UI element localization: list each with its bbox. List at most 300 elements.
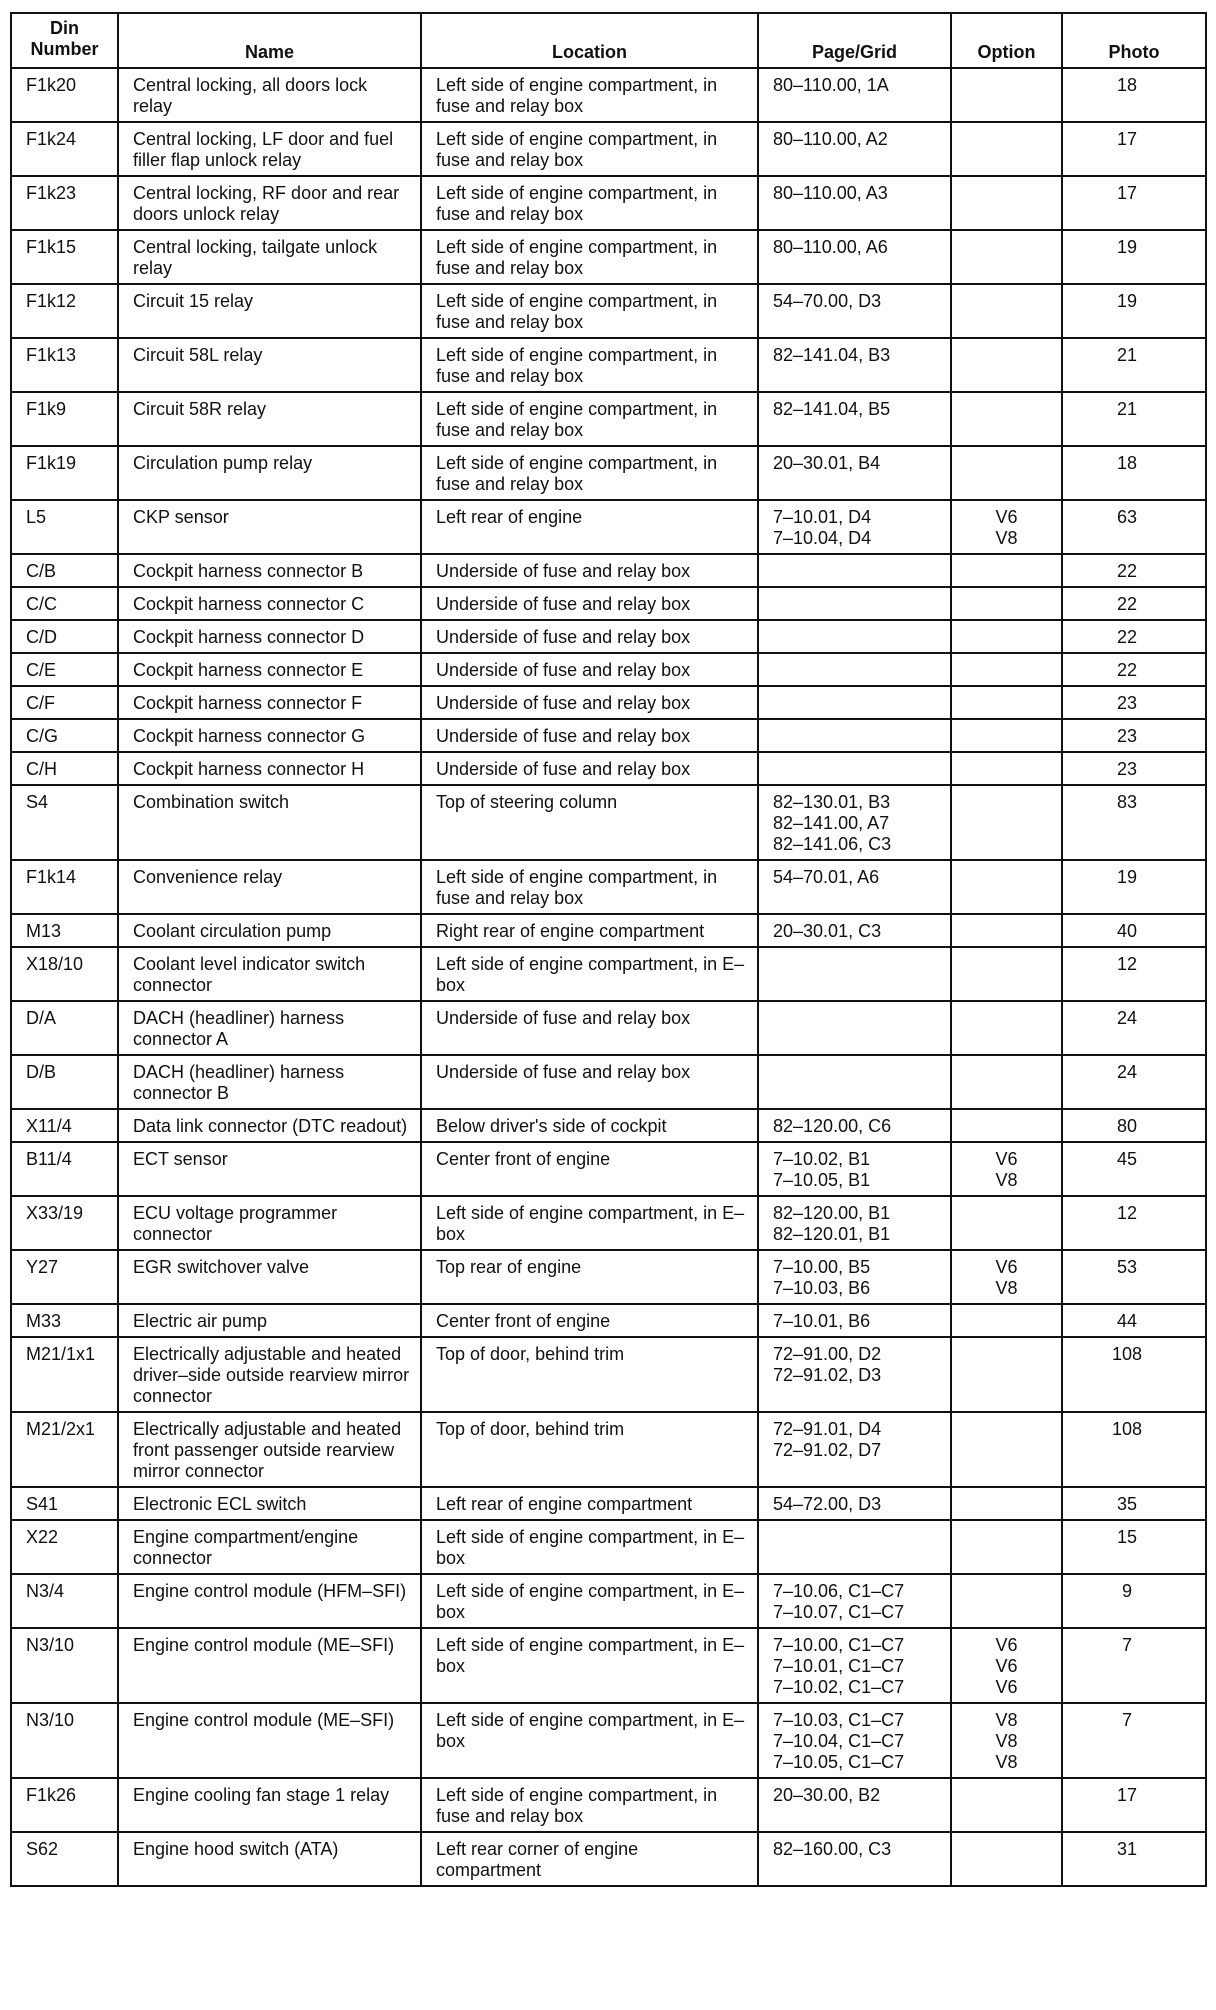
page-grid-ref: 80–110.00, 1A	[773, 75, 889, 95]
cell-name: Electric air pump	[118, 1304, 421, 1337]
cell-page-grid	[758, 1337, 951, 1412]
cell-location: Underside of fuse and relay box	[421, 1001, 758, 1055]
cell-page-grid	[758, 1832, 951, 1886]
cell-photo: 7	[1062, 1628, 1206, 1703]
cell-page-grid	[758, 1142, 951, 1196]
page-grid-ref: 7–10.02, B1	[773, 1149, 871, 1169]
cell-option	[951, 1778, 1062, 1832]
cell-din-number: S41	[11, 1487, 118, 1520]
cell-location: Underside of fuse and relay box	[421, 620, 758, 653]
cell-page-grid	[758, 176, 951, 230]
cell-page-grid	[758, 1304, 951, 1337]
table-row	[11, 1304, 1206, 1337]
page-grid-ref: 80–110.00, A2	[773, 129, 888, 149]
cell-name: Electrically adjustable and heated driver–side outside rearview mirror connector	[118, 1337, 421, 1412]
cell-location: Left side of engine compartment, in fuse and relay box	[421, 446, 758, 500]
page-grid-ref: 7–10.06, C1–C7	[773, 1581, 905, 1601]
cell-din-number: D/A	[11, 1001, 118, 1055]
cell-name: Engine hood switch (ATA)	[118, 1832, 421, 1886]
cell-name: Electronic ECL switch	[118, 1487, 421, 1520]
cell-option	[951, 446, 1062, 500]
cell-location: Left side of engine compartment, in fuse and relay box	[421, 176, 758, 230]
cell-page-grid	[758, 653, 951, 686]
cell-option	[951, 1055, 1062, 1109]
cell-name: Circuit 15 relay	[118, 284, 421, 338]
cell-location: Left side of engine compartment, in fuse and relay box	[421, 68, 758, 122]
cell-location: Left side of engine compartment, in E–box	[421, 1196, 758, 1250]
cell-page-grid	[758, 947, 951, 1001]
table-row	[11, 176, 1206, 230]
cell-photo: 83	[1062, 785, 1206, 860]
cell-din-number: F1k23	[11, 176, 118, 230]
table-row	[11, 392, 1206, 446]
cell-location: Right rear of engine compartment	[421, 914, 758, 947]
cell-din-number: C/C	[11, 587, 118, 620]
cell-page-grid	[758, 620, 951, 653]
cell-page-grid	[758, 1703, 951, 1778]
option-value: V6	[995, 1677, 1018, 1697]
cell-location: Left side of engine compartment, in fuse and relay box	[421, 122, 758, 176]
table-row	[11, 860, 1206, 914]
page-grid-ref: 72–91.00, D2	[773, 1344, 882, 1364]
header-name: Name	[118, 13, 421, 68]
page-grid-ref: 82–141.00, A7	[773, 813, 890, 833]
cell-photo: 19	[1062, 230, 1206, 284]
cell-name: Circuit 58L relay	[118, 338, 421, 392]
table-row	[11, 1412, 1206, 1487]
page-grid-ref: 7–10.02, C1–C7	[773, 1677, 905, 1697]
cell-photo: 22	[1062, 653, 1206, 686]
cell-page-grid	[758, 1412, 951, 1487]
cell-din-number: N3/4	[11, 1574, 118, 1628]
cell-page-grid	[758, 1055, 951, 1109]
cell-location: Top of door, behind trim	[421, 1337, 758, 1412]
cell-name: Central locking, LF door and fuel filler flap unlock relay	[118, 122, 421, 176]
cell-photo: 23	[1062, 719, 1206, 752]
page-grid-ref: 82–120.00, B1	[773, 1203, 891, 1223]
cell-photo: 44	[1062, 1304, 1206, 1337]
cell-din-number: F1k14	[11, 860, 118, 914]
page-grid-ref: 7–10.00, B5	[773, 1257, 871, 1277]
cell-name: DACH (headliner) harness connector B	[118, 1055, 421, 1109]
cell-din-number: L5	[11, 500, 118, 554]
table-row	[11, 1109, 1206, 1142]
header-option: Option	[951, 13, 1062, 68]
cell-page-grid	[758, 719, 951, 752]
cell-photo: 63	[1062, 500, 1206, 554]
cell-option	[951, 284, 1062, 338]
cell-photo: 19	[1062, 284, 1206, 338]
header-din-number: Din Number	[11, 13, 118, 68]
cell-photo: 31	[1062, 1832, 1206, 1886]
page-grid-ref: 7–10.03, B6	[773, 1278, 871, 1298]
cell-option	[951, 686, 1062, 719]
page-grid-ref: 7–10.01, B6	[773, 1311, 871, 1331]
cell-din-number: M13	[11, 914, 118, 947]
cell-photo: 53	[1062, 1250, 1206, 1304]
cell-photo: 40	[1062, 914, 1206, 947]
table-row	[11, 947, 1206, 1001]
cell-location: Center front of engine	[421, 1304, 758, 1337]
cell-photo: 80	[1062, 1109, 1206, 1142]
table-row	[11, 554, 1206, 587]
cell-option	[951, 860, 1062, 914]
cell-photo: 17	[1062, 176, 1206, 230]
cell-din-number: S62	[11, 1832, 118, 1886]
page-grid-ref: 82–160.00, C3	[773, 1839, 892, 1859]
cell-din-number: F1k12	[11, 284, 118, 338]
table-row	[11, 719, 1206, 752]
cell-name: EGR switchover valve	[118, 1250, 421, 1304]
cell-din-number: N3/10	[11, 1703, 118, 1778]
cell-din-number: F1k9	[11, 392, 118, 446]
cell-option	[951, 752, 1062, 785]
cell-name: Circulation pump relay	[118, 446, 421, 500]
table-row	[11, 230, 1206, 284]
cell-location: Underside of fuse and relay box	[421, 653, 758, 686]
cell-photo: 21	[1062, 392, 1206, 446]
option-value: V8	[995, 1170, 1018, 1190]
cell-din-number: C/F	[11, 686, 118, 719]
cell-page-grid	[758, 338, 951, 392]
cell-photo: 24	[1062, 1055, 1206, 1109]
cell-option	[951, 122, 1062, 176]
cell-page-grid	[758, 860, 951, 914]
cell-name: Coolant circulation pump	[118, 914, 421, 947]
cell-photo: 24	[1062, 1001, 1206, 1055]
page-grid-ref: 7–10.00, C1–C7	[773, 1635, 905, 1655]
cell-name: Cockpit harness connector H	[118, 752, 421, 785]
cell-page-grid	[758, 1487, 951, 1520]
option-value: V6	[995, 507, 1018, 527]
cell-photo: 108	[1062, 1337, 1206, 1412]
table-row	[11, 1055, 1206, 1109]
page-grid-ref: 7–10.05, B1	[773, 1170, 871, 1190]
table-row	[11, 338, 1206, 392]
cell-name: DACH (headliner) harness connector A	[118, 1001, 421, 1055]
cell-din-number: F1k20	[11, 68, 118, 122]
cell-photo: 22	[1062, 620, 1206, 653]
option-value: V6	[995, 1257, 1018, 1277]
cell-page-grid	[758, 785, 951, 860]
table-row	[11, 122, 1206, 176]
cell-photo: 17	[1062, 1778, 1206, 1832]
cell-page-grid	[758, 554, 951, 587]
table-row	[11, 446, 1206, 500]
cell-din-number: B11/4	[11, 1142, 118, 1196]
page-grid-ref: 82–141.04, B5	[773, 399, 891, 419]
cell-location: Center front of engine	[421, 1142, 758, 1196]
cell-din-number: X22	[11, 1520, 118, 1574]
option-value: V6	[995, 1656, 1018, 1676]
table-row	[11, 1778, 1206, 1832]
page-grid-ref: 72–91.01, D4	[773, 1419, 882, 1439]
table-row	[11, 1487, 1206, 1520]
table-row	[11, 653, 1206, 686]
cell-name: Engine compartment/engine connector	[118, 1520, 421, 1574]
cell-option	[951, 1412, 1062, 1487]
cell-option	[951, 914, 1062, 947]
cell-din-number: M21/1x1	[11, 1337, 118, 1412]
cell-name: Engine control module (ME–SFI)	[118, 1628, 421, 1703]
cell-page-grid	[758, 1778, 951, 1832]
cell-name: Central locking, RF door and rear doors unlock relay	[118, 176, 421, 230]
cell-din-number: Y27	[11, 1250, 118, 1304]
cell-din-number: M21/2x1	[11, 1412, 118, 1487]
cell-name: Engine control module (ME–SFI)	[118, 1703, 421, 1778]
cell-option	[951, 653, 1062, 686]
option-value: V8	[995, 1752, 1018, 1772]
cell-location: Left side of engine compartment, in fuse and relay box	[421, 338, 758, 392]
page-grid-ref: 82–141.04, B3	[773, 345, 891, 365]
table-row	[11, 1196, 1206, 1250]
cell-name: ECU voltage programmer connector	[118, 1196, 421, 1250]
cell-location: Left side of engine compartment, in fuse and relay box	[421, 860, 758, 914]
option-value: V8	[995, 528, 1018, 548]
page-grid-ref: 54–72.00, D3	[773, 1494, 882, 1514]
cell-photo: 19	[1062, 860, 1206, 914]
header-photo: Photo	[1062, 13, 1206, 68]
cell-page-grid	[758, 752, 951, 785]
cell-name: Cockpit harness connector G	[118, 719, 421, 752]
cell-name: Coolant level indicator switch connector	[118, 947, 421, 1001]
cell-din-number: F1k24	[11, 122, 118, 176]
cell-page-grid	[758, 392, 951, 446]
page-grid-ref: 7–10.03, C1–C7	[773, 1710, 905, 1730]
table-row	[11, 752, 1206, 785]
cell-page-grid	[758, 122, 951, 176]
cell-option	[951, 1337, 1062, 1412]
cell-din-number: F1k19	[11, 446, 118, 500]
cell-location: Underside of fuse and relay box	[421, 587, 758, 620]
page-grid-ref: 7–10.01, D4	[773, 507, 872, 527]
page-grid-ref: 7–10.04, D4	[773, 528, 872, 548]
cell-din-number: C/E	[11, 653, 118, 686]
option-value: V8	[995, 1731, 1018, 1751]
cell-photo: 23	[1062, 752, 1206, 785]
cell-name: Electrically adjustable and heated front passenger outside rearview mirror connector	[118, 1412, 421, 1487]
page-grid-ref: 82–141.06, C3	[773, 834, 892, 854]
table-row	[11, 284, 1206, 338]
cell-option	[951, 176, 1062, 230]
cell-option	[951, 1304, 1062, 1337]
cell-option	[951, 1520, 1062, 1574]
cell-din-number: F1k26	[11, 1778, 118, 1832]
cell-page-grid	[758, 446, 951, 500]
cell-option	[951, 230, 1062, 284]
cell-option	[951, 554, 1062, 587]
document-page	[10, 12, 1205, 1887]
cell-option	[951, 587, 1062, 620]
cell-din-number: C/D	[11, 620, 118, 653]
cell-page-grid	[758, 1628, 951, 1703]
table-row	[11, 686, 1206, 719]
cell-din-number: F1k15	[11, 230, 118, 284]
page-grid-ref: 72–91.02, D7	[773, 1440, 882, 1460]
cell-name: Engine cooling fan stage 1 relay	[118, 1778, 421, 1832]
cell-photo: 21	[1062, 338, 1206, 392]
cell-location: Below driver's side of cockpit	[421, 1109, 758, 1142]
cell-location: Left side of engine compartment, in fuse and relay box	[421, 1778, 758, 1832]
cell-page-grid	[758, 587, 951, 620]
page-grid-ref: 80–110.00, A6	[773, 237, 888, 257]
table-row	[11, 1250, 1206, 1304]
table-row	[11, 1832, 1206, 1886]
page-grid-ref: 7–10.04, C1–C7	[773, 1731, 905, 1751]
table-row	[11, 1142, 1206, 1196]
cell-photo: 35	[1062, 1487, 1206, 1520]
option-value: V8	[995, 1710, 1018, 1730]
cell-photo: 18	[1062, 446, 1206, 500]
page-grid-ref: 80–110.00, A3	[773, 183, 888, 203]
cell-photo: 7	[1062, 1703, 1206, 1778]
page-grid-ref: 20–30.01, C3	[773, 921, 882, 941]
cell-location: Top rear of engine	[421, 1250, 758, 1304]
cell-photo: 18	[1062, 68, 1206, 122]
cell-location: Top of door, behind trim	[421, 1412, 758, 1487]
cell-option	[951, 392, 1062, 446]
table-row	[11, 1628, 1206, 1703]
cell-option	[951, 1574, 1062, 1628]
table-row	[11, 500, 1206, 554]
cell-option	[951, 1196, 1062, 1250]
page-grid-ref: 7–10.05, C1–C7	[773, 1752, 905, 1772]
cell-option	[951, 1628, 1062, 1703]
cell-photo: 108	[1062, 1412, 1206, 1487]
option-value: V6	[995, 1149, 1018, 1169]
cell-location: Left side of engine compartment, in E–box	[421, 1703, 758, 1778]
page-grid-ref: 82–120.01, B1	[773, 1224, 891, 1244]
cell-location: Underside of fuse and relay box	[421, 719, 758, 752]
cell-din-number: X11/4	[11, 1109, 118, 1142]
cell-photo: 12	[1062, 1196, 1206, 1250]
cell-din-number: D/B	[11, 1055, 118, 1109]
cell-page-grid	[758, 284, 951, 338]
cell-din-number: X33/19	[11, 1196, 118, 1250]
cell-location: Underside of fuse and relay box	[421, 554, 758, 587]
cell-option	[951, 1703, 1062, 1778]
table-row	[11, 587, 1206, 620]
page-grid-ref: 82–130.01, B3	[773, 792, 891, 812]
cell-photo: 22	[1062, 554, 1206, 587]
cell-option	[951, 338, 1062, 392]
cell-option	[951, 947, 1062, 1001]
cell-page-grid	[758, 68, 951, 122]
table-header-row	[11, 13, 1206, 68]
cell-photo: 23	[1062, 686, 1206, 719]
cell-page-grid	[758, 230, 951, 284]
cell-option	[951, 1001, 1062, 1055]
cell-location: Left side of engine compartment, in fuse and relay box	[421, 230, 758, 284]
page-grid-ref: 20–30.01, B4	[773, 453, 881, 473]
cell-location: Top of steering column	[421, 785, 758, 860]
cell-din-number: N3/10	[11, 1628, 118, 1703]
cell-name: Cockpit harness connector E	[118, 653, 421, 686]
cell-location: Left side of engine compartment, in E–box	[421, 1628, 758, 1703]
cell-option	[951, 68, 1062, 122]
cell-location: Underside of fuse and relay box	[421, 1055, 758, 1109]
table-row	[11, 1520, 1206, 1574]
cell-location: Left side of engine compartment, in E–box	[421, 1520, 758, 1574]
option-value: V6	[995, 1635, 1018, 1655]
page-grid-ref: 54–70.00, D3	[773, 291, 882, 311]
cell-page-grid	[758, 1520, 951, 1574]
cell-location: Left side of engine compartment, in E–box	[421, 1574, 758, 1628]
page-grid-ref: 7–10.07, C1–C7	[773, 1602, 905, 1622]
cell-page-grid	[758, 1250, 951, 1304]
cell-option	[951, 1109, 1062, 1142]
table-row	[11, 785, 1206, 860]
cell-din-number: C/B	[11, 554, 118, 587]
cell-location: Left side of engine compartment, in fuse and relay box	[421, 284, 758, 338]
table-row	[11, 914, 1206, 947]
cell-name: Combination switch	[118, 785, 421, 860]
cell-option	[951, 785, 1062, 860]
cell-location: Left side of engine compartment, in fuse and relay box	[421, 392, 758, 446]
cell-name: Engine control module (HFM–SFI)	[118, 1574, 421, 1628]
option-value: V8	[995, 1278, 1018, 1298]
cell-name: Convenience relay	[118, 860, 421, 914]
cell-name: CKP sensor	[118, 500, 421, 554]
cell-din-number: X18/10	[11, 947, 118, 1001]
component-location-table	[10, 12, 1207, 1887]
cell-option	[951, 719, 1062, 752]
cell-location: Left side of engine compartment, in E–box	[421, 947, 758, 1001]
table-row	[11, 1703, 1206, 1778]
cell-name: Cockpit harness connector D	[118, 620, 421, 653]
cell-location: Left rear corner of engine compartment	[421, 1832, 758, 1886]
cell-din-number: S4	[11, 785, 118, 860]
cell-location: Underside of fuse and relay box	[421, 686, 758, 719]
table-row	[11, 1001, 1206, 1055]
cell-option	[951, 1832, 1062, 1886]
page-grid-ref: 20–30.00, B2	[773, 1785, 881, 1805]
page-grid-ref: 54–70.01, A6	[773, 867, 880, 887]
cell-name: Data link connector (DTC readout)	[118, 1109, 421, 1142]
cell-din-number: C/H	[11, 752, 118, 785]
cell-din-number: M33	[11, 1304, 118, 1337]
header-page-grid: Page/Grid	[758, 13, 951, 68]
cell-location: Left rear of engine	[421, 500, 758, 554]
cell-page-grid	[758, 1574, 951, 1628]
cell-photo: 12	[1062, 947, 1206, 1001]
cell-page-grid	[758, 500, 951, 554]
cell-name: Central locking, all doors lock relay	[118, 68, 421, 122]
cell-din-number: C/G	[11, 719, 118, 752]
cell-page-grid	[758, 914, 951, 947]
table-row	[11, 620, 1206, 653]
cell-name: Central locking, tailgate unlock relay	[118, 230, 421, 284]
cell-din-number: F1k13	[11, 338, 118, 392]
cell-location: Left rear of engine compartment	[421, 1487, 758, 1520]
cell-photo: 17	[1062, 122, 1206, 176]
table-row	[11, 1337, 1206, 1412]
cell-page-grid	[758, 686, 951, 719]
cell-option	[951, 1250, 1062, 1304]
cell-option	[951, 620, 1062, 653]
cell-option	[951, 1142, 1062, 1196]
cell-page-grid	[758, 1109, 951, 1142]
page-grid-ref: 82–120.00, C6	[773, 1116, 892, 1136]
cell-photo: 15	[1062, 1520, 1206, 1574]
header-location: Location	[421, 13, 758, 68]
cell-option	[951, 1487, 1062, 1520]
page-grid-ref: 72–91.02, D3	[773, 1365, 882, 1385]
cell-page-grid	[758, 1196, 951, 1250]
cell-name: Circuit 58R relay	[118, 392, 421, 446]
page-grid-ref: 7–10.01, C1–C7	[773, 1656, 905, 1676]
table-row	[11, 1574, 1206, 1628]
